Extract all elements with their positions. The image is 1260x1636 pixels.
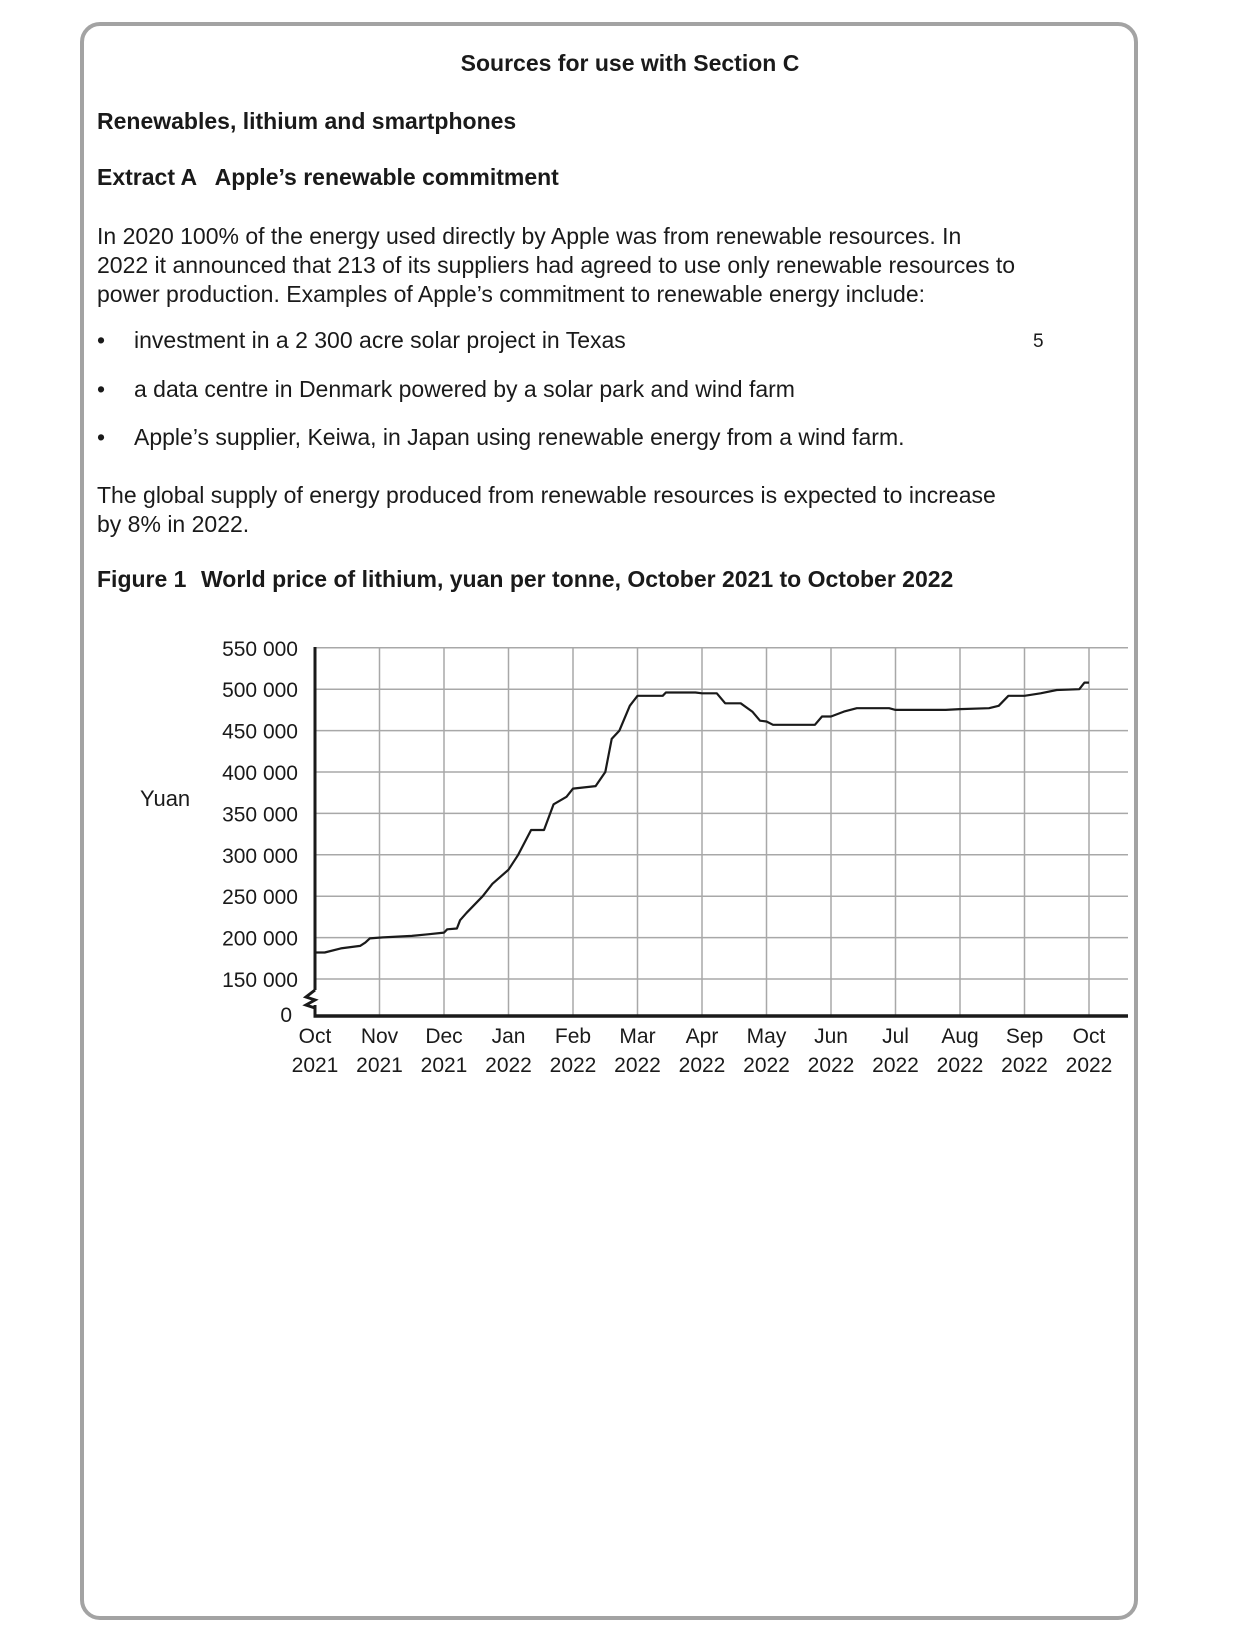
y-tick-label: 0 bbox=[280, 1004, 292, 1027]
y-axis-label: Yuan bbox=[140, 786, 191, 811]
x-tick-label-month: Feb bbox=[554, 1025, 592, 1048]
x-tick-label-month: Apr bbox=[685, 1025, 719, 1048]
x-tick-label-month: Dec bbox=[425, 1025, 463, 1048]
figure-number: Figure 1 bbox=[97, 566, 187, 592]
extract-paragraph-2: The global supply of energy produced from renewable resources is expected to increase by 8% in 2022. bbox=[97, 482, 996, 537]
y-tick-label: 400 000 bbox=[222, 762, 298, 785]
page-heading: Sources for use with Section C bbox=[460, 50, 800, 76]
x-tick-label-month: Mar bbox=[619, 1025, 656, 1048]
bullet-icon: • bbox=[97, 376, 106, 402]
x-tick-label-month: May bbox=[746, 1025, 787, 1048]
bullet-text: investment in a 2 300 acre solar project in Texas bbox=[134, 327, 626, 353]
y-tick-label: 550 000 bbox=[222, 637, 298, 661]
bullet-icon: • bbox=[97, 424, 106, 450]
x-tick-label-month: Jun bbox=[814, 1025, 848, 1048]
topic-title: Renewables, lithium and smartphones bbox=[97, 108, 517, 134]
x-tick-label-year: 2022 bbox=[872, 1054, 919, 1077]
x-tick-label-month: Jan bbox=[491, 1025, 526, 1048]
y-tick-label: 500 000 bbox=[222, 679, 298, 703]
x-tick-label-month: Nov bbox=[360, 1025, 399, 1048]
extract-paragraph-1: In 2020 100% of the energy used directly by Apple was from renewable resources. In 2022 it announced that 213 of its suppliers had agreed to use only renewable resources to power production. Examples of Apple’s commitment to renewable energy include: bbox=[97, 223, 1016, 307]
x-tick-label-year: 2022 bbox=[1001, 1054, 1048, 1077]
x-tick-label-year: 2021 bbox=[291, 1054, 339, 1077]
x-tick-label-month: Oct bbox=[298, 1025, 332, 1048]
figure-caption: World price of lithium, yuan per tonne, October 2021 to October 2022 bbox=[201, 566, 954, 592]
y-tick-label: 350 000 bbox=[222, 803, 298, 827]
x-tick-label-year: 2022 bbox=[549, 1054, 597, 1077]
y-tick-label: 300 000 bbox=[222, 844, 298, 868]
bullet-icon: • bbox=[97, 327, 106, 353]
x-tick-label-month: Oct bbox=[1072, 1025, 1106, 1048]
bullet-text: a data centre in Denmark powered by a solar park and wind farm bbox=[134, 376, 795, 402]
x-tick-label-year: 2022 bbox=[485, 1054, 532, 1077]
bullet-text: Apple’s supplier, Keiwa, in Japan using renewable energy from a wind farm. bbox=[134, 424, 905, 450]
line-marker: 5 bbox=[1033, 331, 1044, 352]
y-tick-label: 200 000 bbox=[222, 927, 298, 951]
x-tick-label-year: 2021 bbox=[356, 1054, 403, 1077]
x-tick-label-year: 2022 bbox=[743, 1054, 790, 1077]
x-tick-label-year: 2022 bbox=[807, 1054, 855, 1077]
x-tick-label-year: 2022 bbox=[936, 1054, 984, 1077]
x-tick-label-year: 2021 bbox=[420, 1054, 468, 1077]
x-tick-label-year: 2022 bbox=[678, 1054, 726, 1077]
x-tick-label-month: Sep bbox=[1005, 1025, 1044, 1048]
y-tick-label: 450 000 bbox=[222, 720, 298, 744]
y-tick-label: 150 000 bbox=[222, 969, 298, 992]
extract-title: Extract A Apple’s renewable commitment bbox=[97, 164, 559, 190]
y-tick-label: 250 000 bbox=[222, 886, 298, 910]
x-tick-label-month: Jul bbox=[882, 1025, 909, 1048]
x-tick-label-year: 2022 bbox=[614, 1054, 661, 1077]
x-tick-label-year: 2022 bbox=[1065, 1054, 1113, 1077]
x-tick-label-month: Aug bbox=[941, 1025, 979, 1048]
